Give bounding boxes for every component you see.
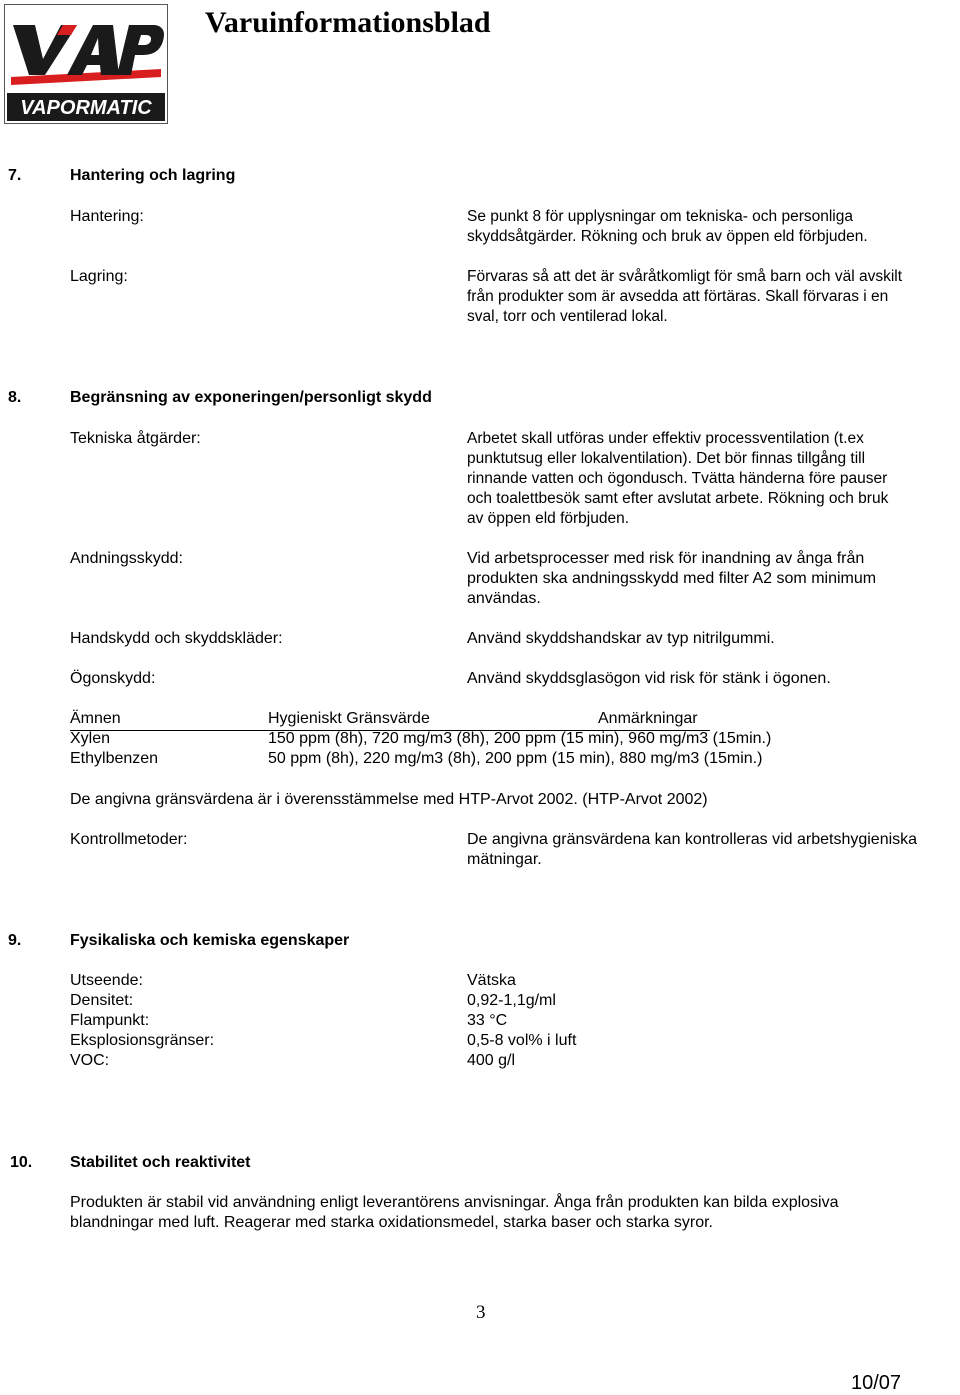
property-value: 0,5-8 vol% i luft [467,1032,577,1049]
handling-text [467,207,959,247]
eye-protection-text: Använd skyddsglasögon vid risk för stänk i ögonen. [467,670,831,687]
technical-line: punktutsug eller lokalventilation). Det bör finnas tillgång till [467,450,866,467]
header-remarks: Anmärkningar [598,710,698,727]
respiratory-line: användas. [467,590,541,607]
section-9-number: 9. [8,932,22,949]
control-line: De angivna gränsvärdena kan kontrolleras vid arbetshygieniska [467,831,918,848]
logo-text: VAPORMATIC [20,97,152,119]
stability-text [70,1193,950,1233]
storage-line: sval, torr och ventilerad lokal. [467,308,668,325]
technical-measures-text [467,429,959,529]
row-limit: 150 ppm (8h), 720 mg/m3 (8h), 200 ppm (15 min), 960 mg/m3 (15min.) [268,730,772,747]
revision-code: 10/07 [851,1372,902,1394]
section-10-title: Stabilitet och reaktivitet [70,1154,251,1171]
row-substance: Ethylbenzen [70,750,159,767]
control-methods-text [467,830,959,870]
property-value: 400 g/l [467,1052,516,1069]
document-title: Varuinformationsblad [205,6,491,39]
hand-protection-label: Handskydd och skyddskläder: [70,630,283,647]
vapormatic-logo [4,4,168,124]
property-label: Flampunkt: [70,1012,150,1029]
property-label: VOC: [70,1052,110,1069]
section-10-number: 10. [10,1154,33,1171]
stability-line: Produkten är stabil vid användning enligt leverantörens anvisningar. Ånga från produkten kan bilda explosiva [70,1194,839,1211]
handling-line: skyddsåtgärder. Rökning och bruk av öppen eld förbjuden. [467,228,868,245]
header-substance: Ämnen [70,710,121,727]
handling-label: Hantering: [70,208,144,225]
storage-text [467,267,959,327]
technical-measures-label: Tekniska åtgärder: [70,430,201,447]
row-limit: 50 ppm (8h), 220 mg/m3 (8h), 200 ppm (15 min), 880 mg/m3 (15min.) [268,750,763,767]
control-methods-label: Kontrollmetoder: [70,831,188,848]
property-label: Utseende: [70,972,143,989]
hand-protection-text: Använd skyddshandskar av typ nitrilgummi. [467,630,775,647]
technical-line: av öppen eld förbjuden. [467,510,630,527]
property-label: Eksplosionsgränser: [70,1032,215,1049]
property-value: 33 °C [467,1012,508,1029]
respiratory-line: produkten ska andningsskydd med filter A2 som minimum [467,570,877,587]
section-7-title: Hantering och lagring [70,167,236,184]
property-value: 0,92-1,1g/ml [467,992,556,1009]
section-8-number: 8. [8,389,22,406]
page-number: 3 [476,1302,486,1323]
property-values [467,971,576,1071]
property-label: Densitet: [70,992,134,1009]
section-9-title: Fysikaliska och kemiska egenskaper [70,932,350,949]
storage-label: Lagring: [70,268,128,285]
property-value: Vätska [467,972,516,989]
section-7-number: 7. [8,167,22,184]
storage-line: från produkter som är avsedda att förtäras. Skall förvaras i en [467,288,889,305]
respiratory-label: Andningsskydd: [70,550,183,567]
limits-table-header [70,709,710,731]
storage-line: Förvaras så att det är svåråtkomligt för små barn och väl avskilt [467,268,903,285]
stability-line: blandningar med luft. Reagerar med starka oxidationsmedel, starka baser och starka syror. [70,1214,713,1231]
technical-line: Arbetet skall utföras under effektiv processventilation (t.ex [467,430,864,447]
row-substance: Xylen [70,730,111,747]
respiratory-text [467,549,959,609]
control-line: mätningar. [467,851,542,868]
technical-line: rinnande vatten och ögondusch. Tvätta händerna före pauser [467,470,888,487]
respiratory-line: Vid arbetsprocesser med risk för inandning av ånga från [467,550,865,567]
technical-line: och toalettbesök samt efter avslutat arbete. Rökning och bruk [467,490,889,507]
conformity-note: De angivna gränsvärdena är i överensstämmelse med HTP-Arvot 2002. (HTP-Arvot 2002) [70,791,708,808]
section-8-title: Begränsning av exponeringen/personligt skydd [70,389,432,406]
eye-protection-label: Ögonskydd: [70,670,156,687]
header-limit: Hygieniskt Gränsvärde [268,710,430,727]
property-list [70,971,214,1071]
handling-line: Se punkt 8 för upplysningar om tekniska- och personliga [467,208,853,225]
vap-logo-icon [5,5,167,123]
